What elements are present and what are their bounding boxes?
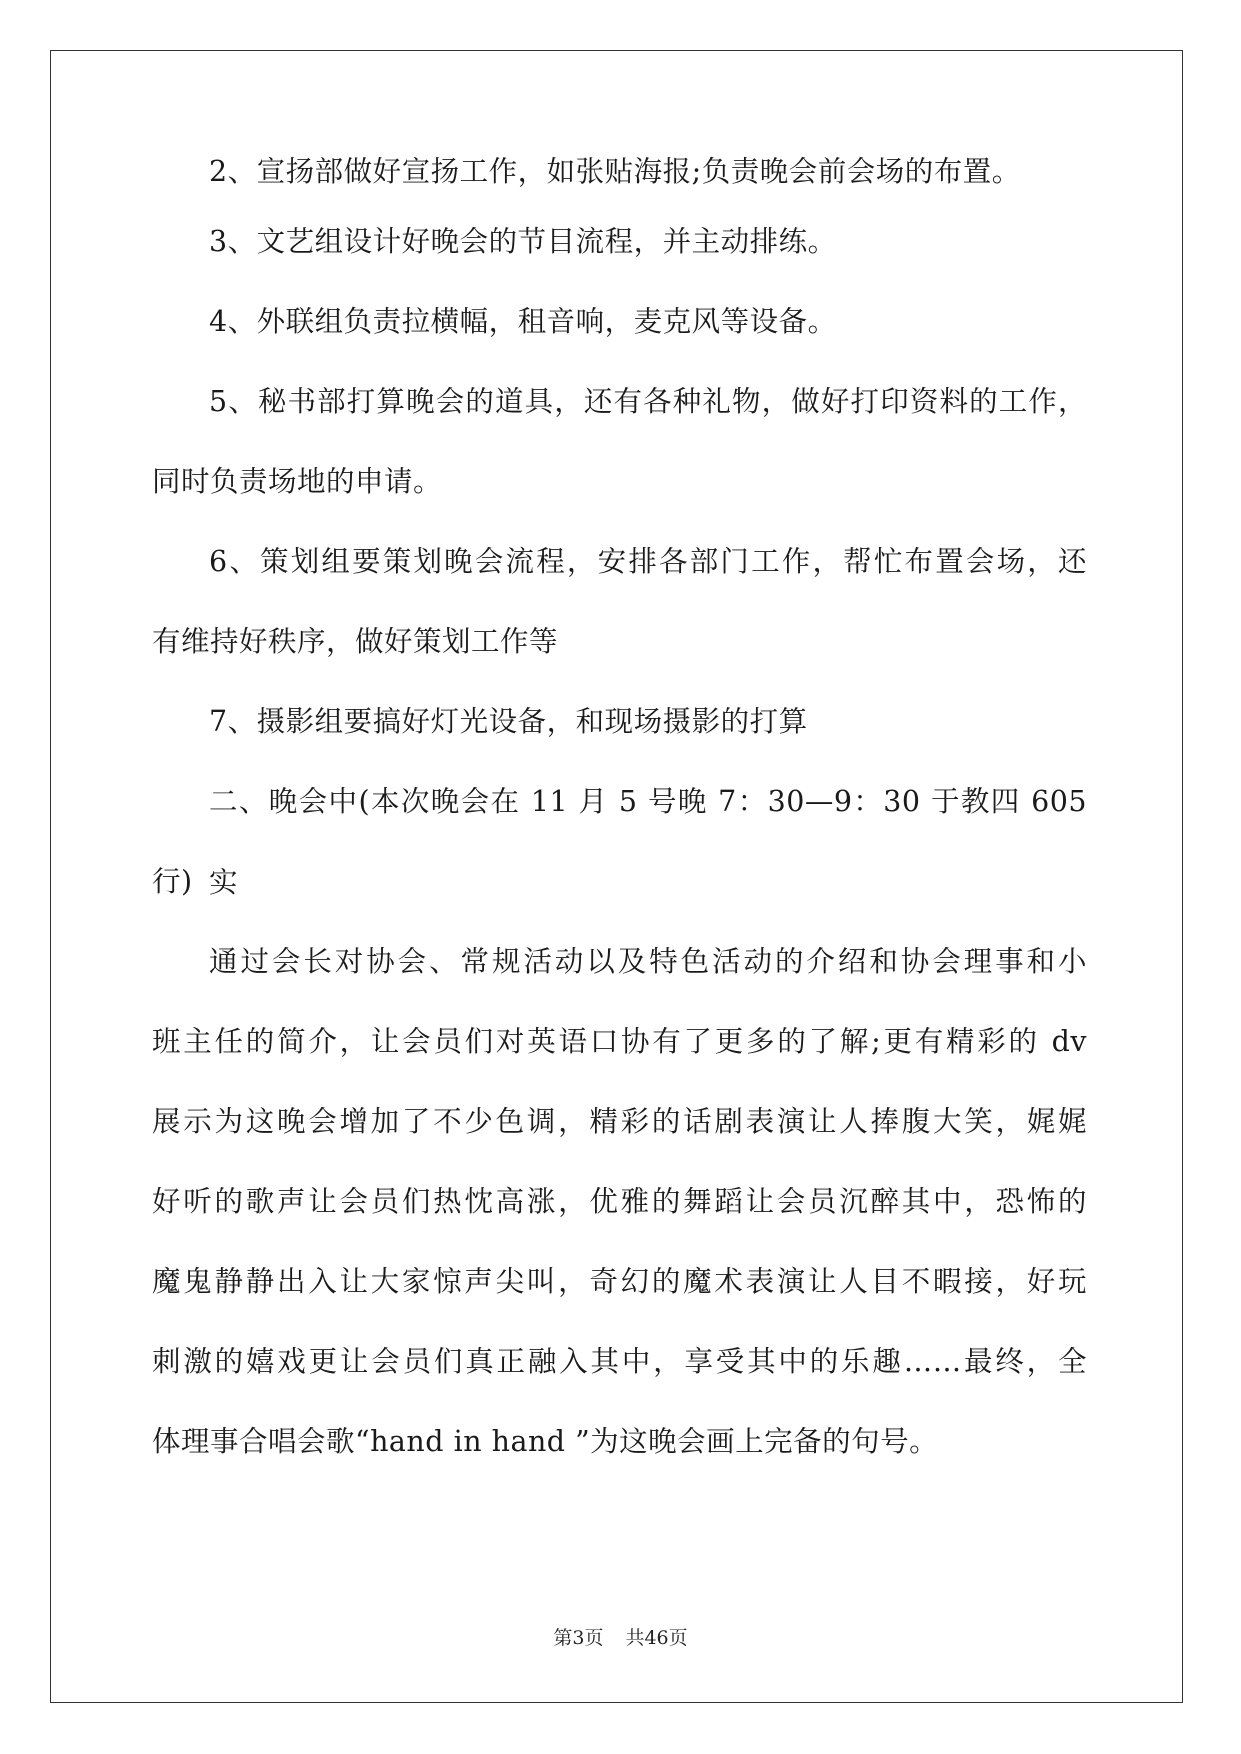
footer-total-prefix: 共 (625, 1627, 645, 1649)
paragraph-line: 通过会长对协会、常规活动以及特色活动的介绍和协会理事和小 (209, 945, 1087, 978)
page-footer (0, 1623, 1241, 1653)
paragraph-line: 同时负责场地的申请。 (152, 465, 443, 498)
paragraph-line: 7、摄影组要搞好灯光设备，和现场摄影的打算 (209, 705, 808, 738)
footer-page-number: 3 (572, 1627, 585, 1649)
footer-total-suffix: 页 (668, 1627, 688, 1649)
paragraph-line: 展示为这晚会增加了不少色调，精彩的话剧表演让人捧腹大笑，娓娓 (152, 1105, 1087, 1138)
paragraph-line: 3、文艺组设计好晚会的节目流程，并主动排练。 (209, 225, 837, 258)
paragraph-line: 刺激的嬉戏更让会员们真正融入其中，享受其中的乐趣……最终，全 (152, 1345, 1087, 1378)
paragraph-line: 4、外联组负责拉横幅，租音响，麦克风等设备。 (209, 305, 837, 338)
paragraph-line: 二、晚会中(本次晚会在 11 月 5 号晚 7：30—9：30 于教四 605 实 (209, 785, 1087, 899)
paragraph-line: 6、策划组要策划晚会流程，安排各部门工作，帮忙布置会场，还 (209, 545, 1087, 578)
footer-page-suffix: 页 (584, 1627, 604, 1649)
paragraph-line: 行) (152, 865, 193, 898)
paragraph-line: 2、宣扬部做好宣扬工作，如张贴海报;负责晚会前会场的布置。 (209, 155, 1021, 188)
footer-total-pages: 46 (644, 1627, 669, 1649)
paragraph-line: 班主任的简介，让会员们对英语口协有了更多的了解;更有精彩的 dv (152, 1025, 1087, 1058)
paragraph-line: 5、秘书部打算晚会的道具，还有各种礼物，做好打印资料的工作， (209, 385, 1087, 418)
paragraph-line: 好听的歌声让会员们热忱高涨，优雅的舞蹈让会员沉醉其中，恐怖的 (152, 1185, 1087, 1218)
footer-page-prefix: 第 (553, 1627, 573, 1649)
paragraph-line: 魔鬼静静出入让大家惊声尖叫，奇幻的魔术表演让人目不暇接，好玩 (152, 1265, 1087, 1298)
paragraph-line: 体理事合唱会歌“hand in hand ”为这晚会画上完备的句号。 (152, 1425, 939, 1458)
paragraph-line: 有维持好秩序，做好策划工作等 (152, 625, 559, 658)
